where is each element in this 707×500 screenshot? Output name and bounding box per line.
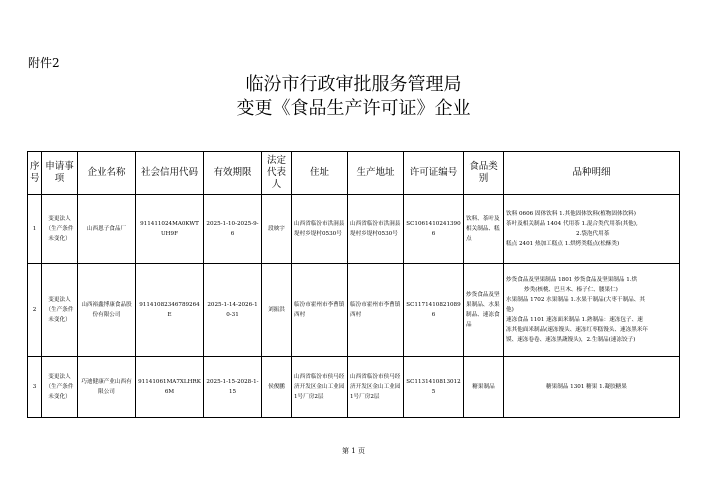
detail-line: 糕点 2401 热加工糕点 1.烘烤类糕点(松酥类) [506, 241, 620, 247]
cell-category: 饮料、茶叶及相关制品、糕点 [464, 195, 504, 264]
cell-address: 山西省临汾市洪洞县堤村乡堤村0530号 [292, 195, 348, 264]
cell-category: 炒货食品及坚果制品、水果制品、速冻食品 [464, 264, 504, 357]
header-category: 食品类别 [464, 152, 504, 195]
page-number: 第 1 页 [342, 447, 365, 455]
cell-no: 3 [28, 357, 42, 418]
cell-credit-code: 911411024MA0KWTUH9F [136, 195, 204, 264]
detail-line: 馍、速冻卷卷、速冻黑蔬馒头)，2.生制品(速冻饺子) [506, 337, 636, 343]
page-subtitle: 变更《食品生产许可证》企业 [236, 98, 471, 119]
header-company: 企业名称 [78, 152, 136, 195]
header-license: 许可证编号 [404, 152, 464, 195]
cell-rep: 侯俊鹏 [262, 357, 292, 418]
cell-prod-address: 临汾市霍州市李曹镇西村 [348, 264, 404, 357]
cell-validity: 2025-1-15-2028-1-15 [204, 357, 262, 418]
cell-address: 山西省临汾市侯马经济开发区金山工业园1号厂房2层 [292, 357, 348, 418]
cell-no: 2 [28, 264, 42, 357]
header-details: 品种明细 [504, 152, 680, 195]
cell-item: 变更法人（生产条件未变化） [42, 195, 78, 264]
cell-validity: 2025-1-10-2025-9-6 [204, 195, 262, 264]
cell-credit-code: 91141082346789264E [136, 264, 204, 357]
header-credit-code: 社会信用代码 [136, 152, 204, 195]
cell-prod-address: 山西省临汾市洪洞县堤村乡堤村0530号 [348, 195, 404, 264]
detail-line: 饮料 0606 固体饮料 1.其他固体饮料(植物固体饮料) [506, 211, 636, 217]
cell-credit-code: 91141061MA7XLHRK6M [136, 357, 204, 418]
cell-rep: 刘振洪 [262, 264, 292, 357]
detail-line: 糖果制品 1301 糖果 1.凝胶糖果 [546, 384, 627, 390]
cell-validity: 2025-1-14-2026-10-31 [204, 264, 262, 357]
detail-line: 炒类(核桃、巴旦木、榛子仁、腰果仁) [524, 287, 618, 293]
cell-details [504, 264, 680, 357]
cell-details [504, 195, 680, 264]
detail-line: 他) [506, 307, 514, 313]
cell-company: 山西裕鑫博康食品股份有限公司 [78, 264, 136, 357]
header-prod-address: 生产地址 [348, 152, 404, 195]
cell-address: 临汾市霍州市李曹镇西村 [292, 264, 348, 357]
header-validity: 有效期限 [204, 152, 262, 195]
detail-line: 茶叶及相关制品 1404 代用茶 1.混合类代用茶(其他), [506, 221, 638, 227]
header-no: 序号 [28, 152, 42, 195]
cell-no: 1 [28, 195, 42, 264]
header-address: 住址 [292, 152, 348, 195]
detail-line: 水果制品 1702 水果制品 1.水果干制品(大枣干制品、其 [506, 297, 645, 303]
table-row [28, 195, 680, 264]
header-rep: 法定代表人 [262, 152, 292, 195]
annex-label: 附件2 [28, 56, 60, 70]
detail-line: 冻其他面米制品(速冻馒头、速冻红枣糕馒头、速冻黑米年 [506, 327, 649, 333]
cell-item: 变更法人（生产条件未变化） [42, 357, 78, 418]
enterprise-table [27, 151, 680, 418]
table-row [28, 264, 680, 357]
header-item: 申请事项 [42, 152, 78, 195]
cell-license: SC10614102413906 [404, 195, 464, 264]
detail-line: 炒货食品及坚果制品 1801 炒货食品及坚果制品 1.烘 [506, 277, 638, 283]
cell-license: SC11714108210896 [404, 264, 464, 357]
cell-rep: 段映宇 [262, 195, 292, 264]
cell-prod-address: 山西省临汾市侯马经济开发区金山工业园1号厂房2层 [348, 357, 404, 418]
cell-company: 巧迪健康产业山西有限公司 [78, 357, 136, 418]
page-title: 临汾市行政审批服务管理局 [245, 74, 462, 95]
cell-details [504, 357, 680, 418]
cell-license: SC11314108130125 [404, 357, 464, 418]
table-row [28, 357, 680, 418]
cell-category: 糖果制品 [464, 357, 504, 418]
cell-item: 变更法人（生产条件未变化） [42, 264, 78, 357]
detail-line: 速冻食品 1101 速冻面米制品 1.熟制品：速冻包子、速 [506, 317, 643, 323]
detail-line: 2.袋泡代用茶 [576, 231, 610, 237]
cell-company: 山西恩子食品厂 [78, 195, 136, 264]
table-header-row [28, 152, 680, 195]
